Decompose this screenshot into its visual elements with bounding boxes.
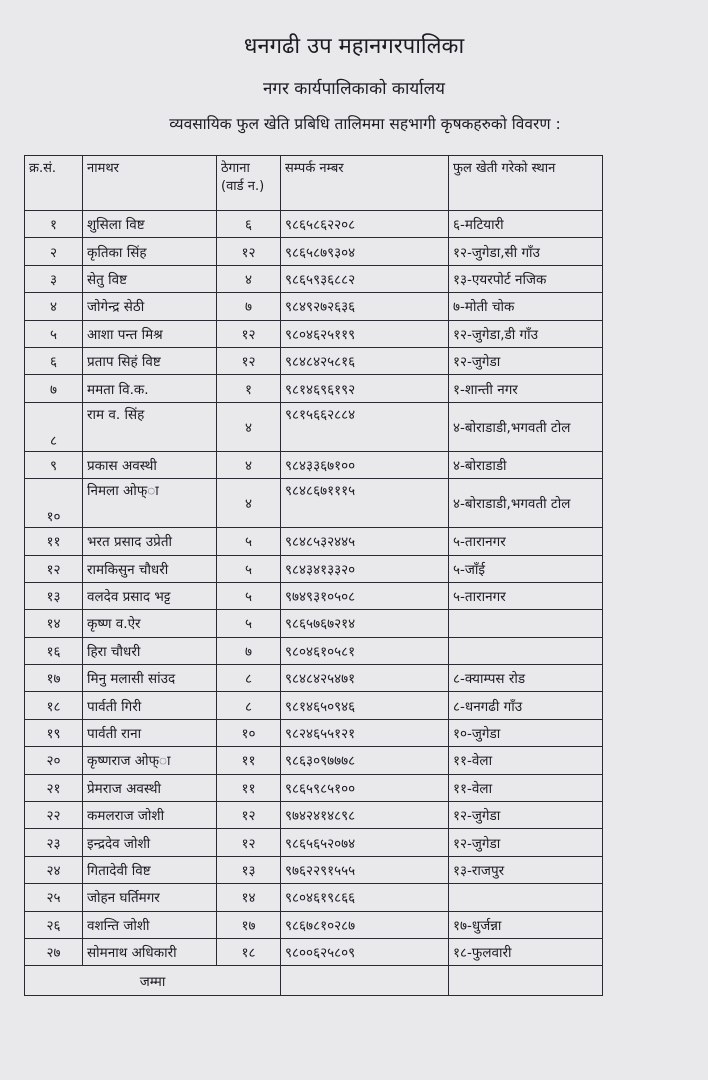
cell-name: प्रताप सिहं विष्ट	[83, 347, 217, 374]
cell-place: ११-वेला	[449, 747, 603, 774]
cell-sn: ७	[25, 375, 83, 402]
table-row	[25, 938, 603, 965]
cell-place: १२-जुगेडा	[449, 829, 603, 856]
cell-ward: १७	[217, 911, 281, 938]
cell-place: ४-बोराडाडी	[449, 451, 603, 478]
cell-phone: ९८६५७६७२१४	[281, 610, 449, 637]
cell-sn: २७	[25, 938, 83, 965]
cell-place: १२-जुगेडा	[449, 802, 603, 829]
cell-name: हिरा चौधरी	[83, 637, 217, 664]
cell-phone: ९८१५६६२८८४	[281, 402, 449, 451]
cell-name: कमलराज जोशी	[83, 802, 217, 829]
cell-name: मिनु मलासी सांउद	[83, 665, 217, 692]
cell-ward: ६	[217, 211, 281, 238]
table-row	[25, 582, 603, 609]
cell-phone: ९८००६२५८०९	[281, 938, 449, 965]
cell-name: इन्द्रदेव जोशी	[83, 829, 217, 856]
cell-phone: ९८६५८७९३०४	[281, 238, 449, 265]
cell-place: १२-जुगेडा,सी गाँउ	[449, 238, 603, 265]
cell-ward: ७	[217, 293, 281, 320]
cell-ward: ७	[217, 637, 281, 664]
cell-sn: ११	[25, 528, 83, 555]
table-row	[25, 265, 603, 292]
cell-sn: १०	[25, 479, 83, 528]
table-row	[25, 774, 603, 801]
table-row	[25, 238, 603, 265]
cell-name: पार्वती गिरी	[83, 692, 217, 719]
cell-phone: ९८०४६१०५८१	[281, 637, 449, 664]
table-row	[25, 375, 603, 402]
cell-place	[449, 637, 603, 664]
cell-phone: ९८०४६१९८६६	[281, 884, 449, 911]
total-row	[25, 966, 603, 996]
table-row	[25, 402, 603, 451]
table-body	[25, 211, 603, 966]
cell-name: वलदेव प्रसाद भट्ट	[83, 582, 217, 609]
cell-place: १७-धुर्जन्ना	[449, 911, 603, 938]
total-label: जम्मा	[25, 966, 281, 996]
cell-sn: १२	[25, 555, 83, 582]
cell-place: ८-धनगढी गाँउ	[449, 692, 603, 719]
office-subtitle: नगर कार्यपालिकाको कार्यालय	[262, 79, 446, 99]
table-row	[25, 293, 603, 320]
cell-ward: ५	[217, 582, 281, 609]
table-row	[25, 829, 603, 856]
cell-sn: ८	[25, 402, 83, 451]
cell-name: निमला ओफ्ा	[83, 479, 217, 528]
cell-phone: ९८६५९३६८८२	[281, 265, 449, 292]
cell-phone: ९८६५८६२२०८	[281, 211, 449, 238]
cell-ward: ४	[217, 451, 281, 478]
col-header-phone: सम्पर्क नम्बर	[281, 156, 449, 211]
cell-name: कृष्ण व.ऐर	[83, 610, 217, 637]
table-row	[25, 320, 603, 347]
table-row	[25, 692, 603, 719]
cell-place: ५-तारानगर	[449, 528, 603, 555]
cell-ward: १३	[217, 856, 281, 883]
cell-place: ५-तारानगर	[449, 582, 603, 609]
table-row	[25, 884, 603, 911]
total-cell-place	[449, 966, 603, 996]
cell-place: ५-जाँई	[449, 555, 603, 582]
cell-phone: ९८४८४२५८१६	[281, 347, 449, 374]
cell-phone: ९८६५६५२०७४	[281, 829, 449, 856]
col-header-sn: क्र.सं.	[25, 156, 83, 211]
cell-name: सोमनाथ अधिकारी	[83, 938, 217, 965]
table-row	[25, 610, 603, 637]
cell-ward: १२	[217, 320, 281, 347]
table-row	[25, 747, 603, 774]
cell-ward: ५	[217, 610, 281, 637]
cell-sn: ५	[25, 320, 83, 347]
table-row	[25, 802, 603, 829]
cell-phone: ९८६५९८५१००	[281, 774, 449, 801]
cell-ward: ८	[217, 692, 281, 719]
table-header-row	[25, 156, 603, 211]
cell-ward: ४	[217, 265, 281, 292]
cell-name: रामकिसुन चौधरी	[83, 555, 217, 582]
cell-phone: ९८६३०९७७७८	[281, 747, 449, 774]
cell-sn: १७	[25, 665, 83, 692]
table-row	[25, 451, 603, 478]
cell-phone: ९८४३३६७१००	[281, 451, 449, 478]
cell-sn: ९	[25, 451, 83, 478]
col-header-name: नामथर	[83, 156, 217, 211]
cell-place: ४-बोराडाडी,भगवती टोल	[449, 479, 603, 528]
cell-name: भरत प्रसाद उप्रेती	[83, 528, 217, 555]
table-row	[25, 719, 603, 746]
col-header-place: फुल खेती गरेको स्थान	[449, 156, 603, 211]
cell-name: ममता वि.क.	[83, 375, 217, 402]
cell-place: ६-मटियारी	[449, 211, 603, 238]
cell-sn: ४	[25, 293, 83, 320]
cell-sn: १	[25, 211, 83, 238]
cell-name: जोगेन्द्र सेठी	[83, 293, 217, 320]
cell-phone: ९८४८६७१११५	[281, 479, 449, 528]
cell-phone: ९८४८४२५४७१	[281, 665, 449, 692]
table-row	[25, 856, 603, 883]
cell-phone: ९७४९३१०५०८	[281, 582, 449, 609]
cell-place: १०-जुगेडा	[449, 719, 603, 746]
cell-sn: ३	[25, 265, 83, 292]
cell-name: जोहन घर्तिमगर	[83, 884, 217, 911]
cell-name: आशा पन्त मिश्र	[83, 320, 217, 347]
cell-phone: ९८४३४१३३२०	[281, 555, 449, 582]
farmer-table	[24, 155, 603, 996]
cell-place: ४-बोराडाडी,भगवती टोल	[449, 402, 603, 451]
cell-name: प्रकास अवस्थी	[83, 451, 217, 478]
cell-phone: ९७४२४१४८९८	[281, 802, 449, 829]
cell-ward: १२	[217, 829, 281, 856]
cell-place: १-शान्ती नगर	[449, 375, 603, 402]
cell-phone: ९८६७८१०२८७	[281, 911, 449, 938]
cell-sn: १३	[25, 582, 83, 609]
cell-phone: ९८२४६५५१२१	[281, 719, 449, 746]
cell-sn: २५	[25, 884, 83, 911]
cell-place: १३-राजपुर	[449, 856, 603, 883]
cell-sn: १६	[25, 637, 83, 664]
cell-name: प्रेमराज अवस्थी	[83, 774, 217, 801]
cell-sn: २३	[25, 829, 83, 856]
cell-name: कृतिका सिंह	[83, 238, 217, 265]
cell-place: १२-जुगेडा	[449, 347, 603, 374]
cell-ward: १२	[217, 347, 281, 374]
cell-ward: १	[217, 375, 281, 402]
cell-phone: ९८१४६९६१९२	[281, 375, 449, 402]
cell-phone: ९८४९२७२६३६	[281, 293, 449, 320]
cell-sn: १८	[25, 692, 83, 719]
cell-phone: ९८०४६२५११९	[281, 320, 449, 347]
cell-ward: १८	[217, 938, 281, 965]
cell-name: कृष्णराज ओफ्ा	[83, 747, 217, 774]
cell-ward: १०	[217, 719, 281, 746]
cell-sn: २६	[25, 911, 83, 938]
cell-place: १८-फुलवारी	[449, 938, 603, 965]
cell-sn: १४	[25, 610, 83, 637]
cell-sn: २	[25, 238, 83, 265]
cell-place	[449, 610, 603, 637]
cell-sn: १९	[25, 719, 83, 746]
cell-place	[449, 884, 603, 911]
table-row	[25, 211, 603, 238]
col-header-ward: ठेगाना (वार्ड न.)	[217, 156, 281, 211]
cell-ward: ११	[217, 774, 281, 801]
cell-name: राम व. सिंह	[83, 402, 217, 451]
table-row	[25, 555, 603, 582]
cell-ward: ५	[217, 528, 281, 555]
cell-place: ७-मोती चोक	[449, 293, 603, 320]
table-row	[25, 347, 603, 374]
table-row	[25, 479, 603, 528]
cell-place: ८-क्याम्पस रोड	[449, 665, 603, 692]
cell-name: शुसिला विष्ट	[83, 211, 217, 238]
total-cell-phone	[281, 966, 449, 996]
cell-name: सेतु विष्ट	[83, 265, 217, 292]
cell-ward: ८	[217, 665, 281, 692]
table-row	[25, 665, 603, 692]
cell-phone: ९७६२२९१५५५	[281, 856, 449, 883]
cell-place: १३-एयरपोर्ट नजिक	[449, 265, 603, 292]
cell-ward: १२	[217, 802, 281, 829]
cell-place: ११-वेला	[449, 774, 603, 801]
cell-name: वशन्ति जोशी	[83, 911, 217, 938]
table-caption: व्यवसायिक फुल खेति प्रबिधि तालिममा सहभागी कृषकहरुको विवरण :	[169, 115, 561, 133]
cell-name: गितादेवी विष्ट	[83, 856, 217, 883]
cell-ward: ११	[217, 747, 281, 774]
cell-ward: ४	[217, 479, 281, 528]
cell-sn: २४	[25, 856, 83, 883]
cell-place: १२-जुगेडा,डी गाँउ	[449, 320, 603, 347]
cell-ward: १२	[217, 238, 281, 265]
cell-sn: २१	[25, 774, 83, 801]
cell-ward: ४	[217, 402, 281, 451]
cell-ward: १४	[217, 884, 281, 911]
cell-name: पार्वती राना	[83, 719, 217, 746]
table-row	[25, 911, 603, 938]
cell-ward: ५	[217, 555, 281, 582]
table-row	[25, 528, 603, 555]
cell-sn: २२	[25, 802, 83, 829]
cell-sn: २०	[25, 747, 83, 774]
cell-phone: ९८४८५३२४४५	[281, 528, 449, 555]
cell-phone: ९८१४६५०९४६	[281, 692, 449, 719]
table-row	[25, 637, 603, 664]
document-title: धनगढी उप महानगरपालिका	[243, 34, 465, 59]
cell-sn: ६	[25, 347, 83, 374]
